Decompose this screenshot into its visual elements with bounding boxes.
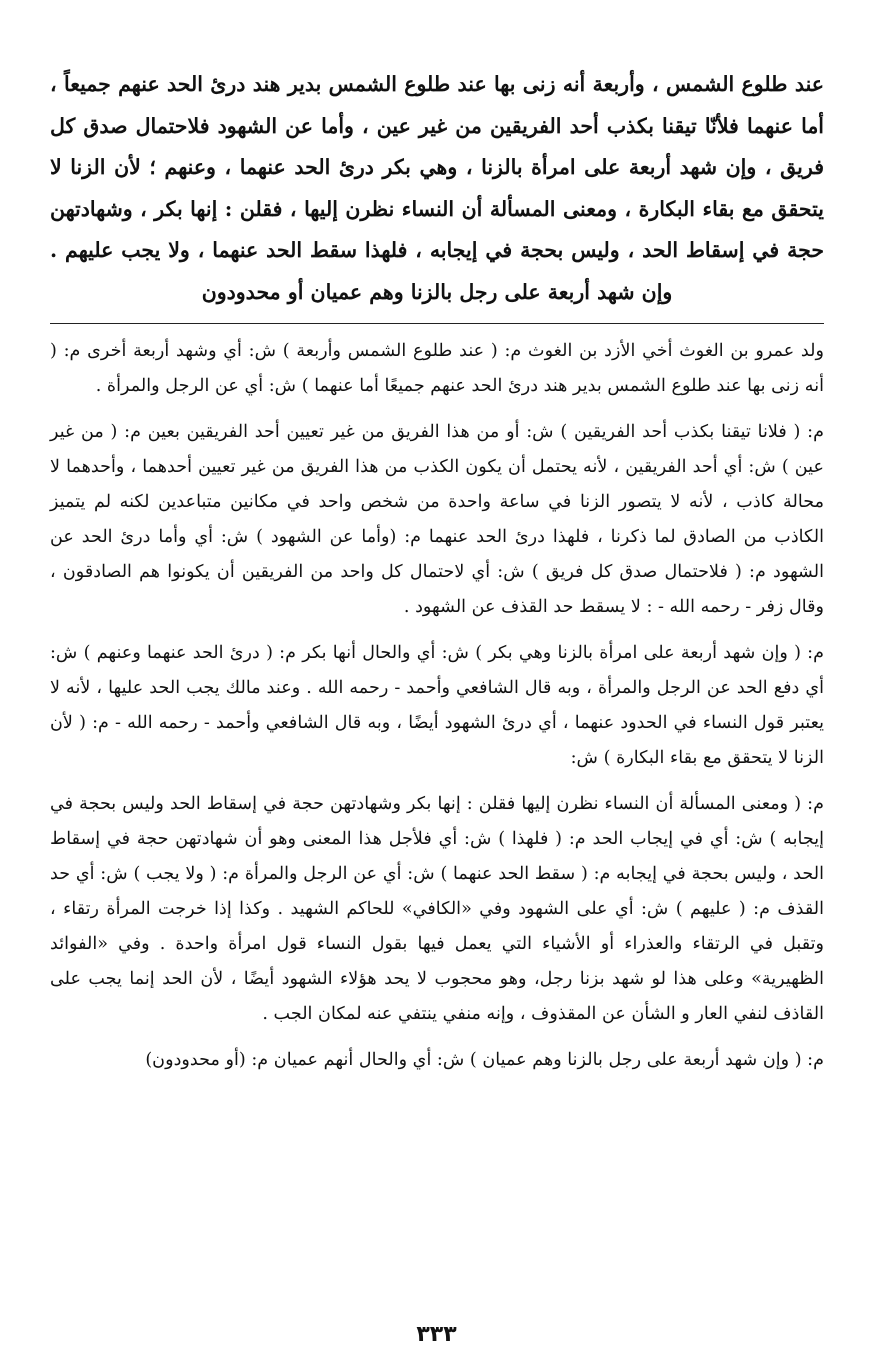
commentary-paragraph: م: ( وإن شهد أربعة على رجل بالزنا وهم عميان ) ش: أي والحال أنهم عميان م: (أو محدودون) bbox=[145, 1050, 824, 1070]
commentary bbox=[50, 334, 824, 1078]
main-text: عند طلوع الشمس ، وأربعة أنه زنى بها عند طلوع الشمس بدير هند درئ الحد عنهم جميعاً ، أما عنهما فلأنّا تيقنا بكذب أحد الفريقين من غير عين ، وأما عن الشهود فلاحتمال صدق كل فريق ، وإن شهد أربعة على امرأة بالزنا ، وهي بكر درئ الحد عنهما ، وعنهم ؛ لأن الزنا لا يتحقق مع بقاء البكارة ، ومعنى المسألة أن النساء نظرن إليها ، فقلن : إنها بكر ، وشهادتهن حجة في إسقاط الحد ، وليس بحجة في إيجابه ، فلهذا سقط الحد عنهما ، ولا يجب عليهم . وإن شهد أربعة على رجل بالزنا وهم عميان أو محدودون bbox=[50, 72, 824, 304]
commentary-paragraph: م: ( وإن شهد أربعة على امرأة بالزنا وهي بكر ) ش: أي والحال أنها بكر م: ( درئ الحد عنهما وعنهم ) ش: أي دفع الحد عن الرجل والمرأة ، وبه قال الشافعي وأحمد - رحمه الله . وعند مالك يجب الحد عليها ، لأنه لا يعتبر قول النساء في الحدود عنهما ، أي درئ الشهود أيضًا ، وبه قال الشافعي وأحمد - رحمه الله - م: ( لأن الزنا لا يتحقق مع بقاء البكارة ) ش: bbox=[50, 643, 824, 768]
section-divider bbox=[50, 323, 824, 324]
page-content bbox=[50, 64, 824, 1089]
commentary-paragraph: م: ( فلانا تيقنا بكذب أحد الفريقين ) ش: أو من هذا الفريق من غير تعيين أحد الفريقين بعين م: ( من غير عين ) ش: أي أحد الفريقين ، لأنه يحتمل أن يكون الكذب من هذا الفريق من غير تعيين أحدهما ، وأحدهما لا محالة كاذب ، لأنه لا يتصور الزنا في ساعة واحدة من شخص واحد في مكانين متباعدين لكنه لم يتميز الكاذب من الصادق لما ذكرنا ، فلهذا درئ الحد عنهما م: (وأما عن الشهود ) ش: أي وأما درئ الحد عن الشهود م: ( فلاحتمال صدق كل فريق ) ش: أي لاحتمال كل واحد من الفريقين أن يكونوا هم الصادقون ، وقال زفر - رحمه الله - : لا يسقط حد القذف عن الشهود . bbox=[50, 422, 824, 617]
commentary-paragraph: ولد عمرو بن الغوث أخي الأزد بن الغوث م: ( عند طلوع الشمس وأربعة ) ش: أي وشهد أربعة أخرى م: ( أنه زنى بها عند طلوع الشمس بدير هند درئ الحد عنهم جميعًا أما عنهما ) ش: أي عن الرجل والمرأة . bbox=[50, 341, 824, 396]
commentary-paragraph: م: ( ومعنى المسألة أن النساء نظرن إليها فقلن : إنها بكر وشهادتهن حجة في إسقاط الحد وليس بحجة في إيجابه ) ش: أي في إيجاب الحد م: ( فلهذا ) ش: أي فلأجل هذا المعنى وهو أن شهادتهن حجة في إسقاط الحد ، وليس بحجة في إيجابه م: ( سقط الحد عنهما ) ش: أي عن الرجل والمرأة م: ( ولا يجب ) ش: أي حد القذف م: ( عليهم ) ش: أي على الشهود وفي «الكافي» للحاكم الشهيد . وكذا إذا خرجت المرأة رتقاء ، وتقبل في الرتقاء والعذراء أو الأشياء التي يعمل فيها بقول النساء قول امرأة واحدة . وفي «الفوائد الظهيرية» وعلى هذا لو شهد بزنا رجل، وهو محجوب لا يحد هؤلاء الشهود أيضًا ، لأن الحد إنما يجب على القاذف لنفي العار و الشأن عن المقذوف ، وإنه منفي ينتفي عنه لمكان الجب . bbox=[50, 794, 824, 1024]
page-number: ٣٣٣ bbox=[416, 1322, 457, 1347]
